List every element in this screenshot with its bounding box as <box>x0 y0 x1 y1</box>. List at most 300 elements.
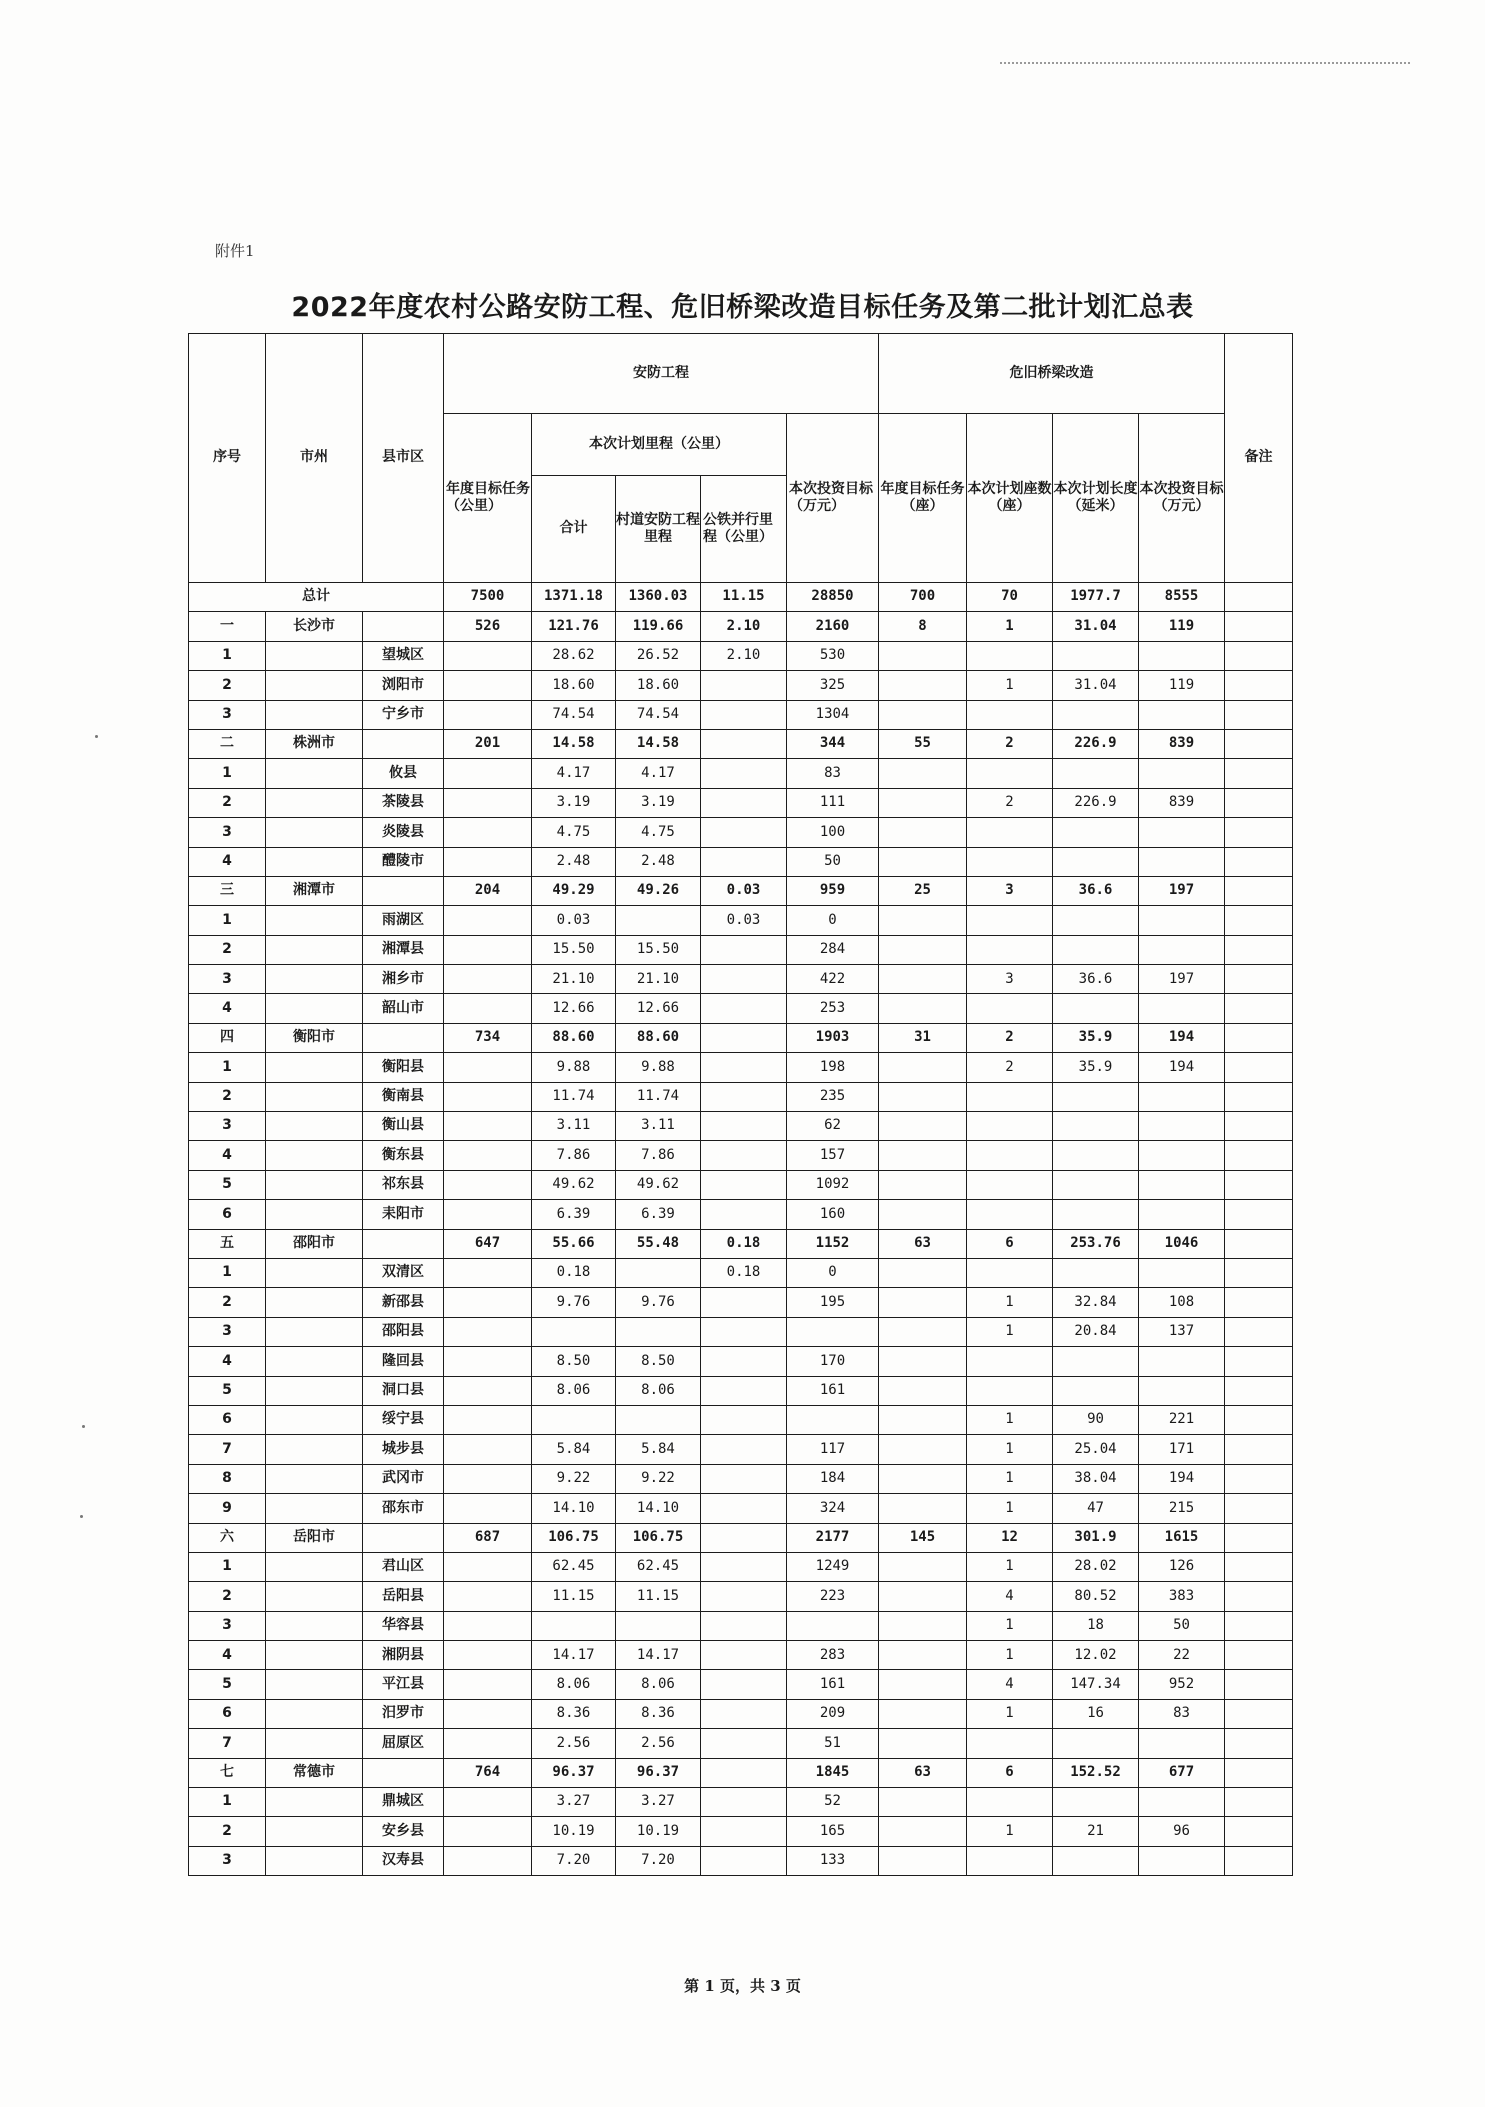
cell-safety-annual-target: 204 <box>444 876 532 905</box>
cell-bridge-investment: 839 <box>1139 729 1225 758</box>
cell-bridge-investment: 839 <box>1139 788 1225 817</box>
cell-seq: 3 <box>189 1317 266 1346</box>
cell-safety-investment: 198 <box>787 1053 879 1082</box>
cell-safety-total: 8.06 <box>532 1376 616 1405</box>
cell-county: 岳阳县 <box>363 1582 444 1611</box>
cell-safety-annual-target <box>444 906 532 935</box>
cell-safety-village: 26.52 <box>616 641 701 670</box>
cell-safety-investment: 111 <box>787 788 879 817</box>
cell-safety-total: 28.62 <box>532 641 616 670</box>
cell-safety-village: 106.75 <box>616 1523 701 1552</box>
cell-bridge-investment: 83 <box>1139 1699 1225 1728</box>
cell-safety-rail <box>701 759 787 788</box>
header-safety-group: 安防工程 <box>444 334 879 414</box>
cell-safety-rail <box>701 818 787 847</box>
cell-bridge-length: 35.9 <box>1053 1053 1139 1082</box>
cell-city <box>266 1141 363 1170</box>
cell-remarks <box>1225 1494 1293 1523</box>
cell-safety-rail <box>701 1200 787 1229</box>
cell-county: 衡阳县 <box>363 1053 444 1082</box>
cell-safety-annual-target <box>444 1670 532 1699</box>
cell-seq: 一 <box>189 612 266 641</box>
cell-safety-annual-target <box>444 1611 532 1640</box>
cell-bridge-investment <box>1139 994 1225 1023</box>
cell-safety-annual-target <box>444 1435 532 1464</box>
cell-bridge-length <box>1053 641 1139 670</box>
cell-safety-village: 88.60 <box>616 1023 701 1052</box>
cell-safety-rail <box>701 788 787 817</box>
cell-seq: 2 <box>189 671 266 700</box>
cell-remarks <box>1225 1729 1293 1758</box>
cell-safety-total: 9.76 <box>532 1288 616 1317</box>
cell-safety-investment: 325 <box>787 671 879 700</box>
cell-bridge-investment: 1046 <box>1139 1229 1225 1258</box>
cell-bridge-length: 16 <box>1053 1699 1139 1728</box>
cell-bridge-annual-target: 63 <box>879 1229 967 1258</box>
cell-county: 汉寿县 <box>363 1846 444 1875</box>
cell-bridge-annual-target <box>879 994 967 1023</box>
cell-bridge-length <box>1053 1141 1139 1170</box>
cell-bridge-annual-target <box>879 1582 967 1611</box>
cell-city <box>266 1641 363 1670</box>
header-bridge-length: 本次计划长度（延米） <box>1053 414 1139 583</box>
cell-bridge-annual-target <box>879 1317 967 1346</box>
cell-remarks <box>1225 729 1293 758</box>
cell-bridge-count: 12 <box>967 1523 1053 1552</box>
cell-remarks <box>1225 1405 1293 1434</box>
table-header <box>189 334 1293 583</box>
cell-city <box>266 1464 363 1493</box>
cell-safety-rail <box>701 1464 787 1493</box>
cell-bridge-annual-target <box>879 1435 967 1464</box>
cell-safety-investment: 100 <box>787 818 879 847</box>
cell-seq: 1 <box>189 906 266 935</box>
cell-safety-total <box>532 1611 616 1640</box>
cell-safety-investment: 117 <box>787 1435 879 1464</box>
cell-city <box>266 1347 363 1376</box>
cell-safety-rail <box>701 1758 787 1787</box>
cell-safety-village: 9.22 <box>616 1464 701 1493</box>
cell-safety-annual-target <box>444 759 532 788</box>
cell-remarks <box>1225 1200 1293 1229</box>
cell-bridge-count: 2 <box>967 788 1053 817</box>
cell-bridge-count <box>967 1788 1053 1817</box>
cell-bridge-investment <box>1139 1729 1225 1758</box>
cell-safety-rail <box>701 965 787 994</box>
cell-seq: 1 <box>189 1258 266 1287</box>
cell-safety-total: 15.50 <box>532 935 616 964</box>
cell-safety-village: 96.37 <box>616 1758 701 1787</box>
cell-county: 绥宁县 <box>363 1405 444 1434</box>
cell-city <box>266 935 363 964</box>
cell-safety-investment <box>787 1611 879 1640</box>
cell-bridge-annual-target <box>879 1788 967 1817</box>
cell-bridge-count <box>967 1729 1053 1758</box>
cell-county: 隆回县 <box>363 1347 444 1376</box>
cell-county: 屈原区 <box>363 1729 444 1758</box>
cell-city <box>266 1258 363 1287</box>
cell-bridge-length: 35.9 <box>1053 1023 1139 1052</box>
cell-bridge-investment: 8555 <box>1139 583 1225 612</box>
cell-bridge-count: 6 <box>967 1229 1053 1258</box>
cell-safety-investment: 51 <box>787 1729 879 1758</box>
cell-bridge-count <box>967 1170 1053 1199</box>
cell-safety-village: 3.27 <box>616 1788 701 1817</box>
cell-safety-investment <box>787 1317 879 1346</box>
cell-city: 邵阳市 <box>266 1229 363 1258</box>
cell-bridge-count: 1 <box>967 1405 1053 1434</box>
cell-seq: 5 <box>189 1170 266 1199</box>
cell-safety-annual-target <box>444 818 532 847</box>
cell-bridge-investment <box>1139 847 1225 876</box>
cell-bridge-annual-target <box>879 1552 967 1581</box>
cell-seq: 3 <box>189 700 266 729</box>
cell-safety-village: 8.06 <box>616 1670 701 1699</box>
cell-safety-investment: 2160 <box>787 612 879 641</box>
header-remarks: 备注 <box>1225 334 1293 583</box>
cell-bridge-length <box>1053 759 1139 788</box>
cell-safety-total: 21.10 <box>532 965 616 994</box>
page-footer: 第 1 页，共 3 页 <box>684 1977 801 1995</box>
cell-safety-village: 11.74 <box>616 1082 701 1111</box>
cell-safety-village: 2.56 <box>616 1729 701 1758</box>
cell-remarks <box>1225 1464 1293 1493</box>
cell-county <box>363 729 444 758</box>
cell-county: 邵阳县 <box>363 1317 444 1346</box>
cell-bridge-annual-target: 55 <box>879 729 967 758</box>
cell-safety-total: 74.54 <box>532 700 616 729</box>
cell-safety-rail <box>701 1788 787 1817</box>
total-label: 总计 <box>189 583 444 612</box>
cell-bridge-length <box>1053 906 1139 935</box>
cell-safety-village: 3.19 <box>616 788 701 817</box>
cell-bridge-length: 90 <box>1053 1405 1139 1434</box>
cell-bridge-length: 12.02 <box>1053 1641 1139 1670</box>
cell-bridge-investment: 126 <box>1139 1552 1225 1581</box>
cell-bridge-investment <box>1139 700 1225 729</box>
cell-county: 衡山县 <box>363 1112 444 1141</box>
county-row <box>189 1376 1293 1405</box>
cell-safety-rail <box>701 1112 787 1141</box>
cell-safety-investment: 2177 <box>787 1523 879 1552</box>
cell-safety-total: 8.06 <box>532 1670 616 1699</box>
cell-bridge-investment: 194 <box>1139 1464 1225 1493</box>
cell-bridge-length: 21 <box>1053 1817 1139 1846</box>
scan-artifact-dots <box>1000 62 1410 64</box>
cell-remarks <box>1225 612 1293 641</box>
cell-bridge-investment <box>1139 759 1225 788</box>
cell-bridge-count: 1 <box>967 1699 1053 1728</box>
header-safety-investment: 本次投资目标（万元） <box>787 414 879 583</box>
cell-remarks <box>1225 1170 1293 1199</box>
cell-safety-rail <box>701 1347 787 1376</box>
cell-bridge-investment: 197 <box>1139 876 1225 905</box>
cell-safety-rail <box>701 1699 787 1728</box>
cell-remarks <box>1225 1641 1293 1670</box>
county-row <box>189 1641 1293 1670</box>
cell-bridge-length <box>1053 847 1139 876</box>
cell-bridge-length: 1977.7 <box>1053 583 1139 612</box>
cell-safety-total: 14.17 <box>532 1641 616 1670</box>
cell-safety-rail <box>701 847 787 876</box>
cell-safety-total: 11.74 <box>532 1082 616 1111</box>
cell-safety-total: 9.88 <box>532 1053 616 1082</box>
cell-remarks <box>1225 1258 1293 1287</box>
cell-remarks <box>1225 1788 1293 1817</box>
cell-safety-village: 14.17 <box>616 1641 701 1670</box>
cell-safety-annual-target <box>444 1200 532 1229</box>
cell-city <box>266 1582 363 1611</box>
cell-county: 湘乡市 <box>363 965 444 994</box>
cell-bridge-length: 226.9 <box>1053 788 1139 817</box>
cell-bridge-investment <box>1139 1258 1225 1287</box>
cell-safety-investment: 157 <box>787 1141 879 1170</box>
cell-bridge-investment: 383 <box>1139 1582 1225 1611</box>
cell-city <box>266 1670 363 1699</box>
county-row <box>189 1405 1293 1434</box>
cell-safety-annual-target: 647 <box>444 1229 532 1258</box>
cell-safety-annual-target <box>444 1288 532 1317</box>
cell-county <box>363 1023 444 1052</box>
county-row <box>189 965 1293 994</box>
cell-bridge-length <box>1053 935 1139 964</box>
cell-safety-village: 11.15 <box>616 1582 701 1611</box>
cell-safety-annual-target <box>444 1846 532 1875</box>
cell-safety-annual-target <box>444 994 532 1023</box>
cell-safety-village: 5.84 <box>616 1435 701 1464</box>
cell-bridge-count <box>967 1112 1053 1141</box>
cell-safety-village: 14.58 <box>616 729 701 758</box>
county-row <box>189 1082 1293 1111</box>
cell-bridge-annual-target <box>879 1170 967 1199</box>
cell-bridge-count: 1 <box>967 1641 1053 1670</box>
cell-safety-rail <box>701 671 787 700</box>
cell-remarks <box>1225 583 1293 612</box>
cell-remarks <box>1225 1112 1293 1141</box>
county-row <box>189 1670 1293 1699</box>
cell-bridge-count <box>967 1082 1053 1111</box>
city-row <box>189 612 1293 641</box>
cell-seq: 7 <box>189 1435 266 1464</box>
cell-seq: 二 <box>189 729 266 758</box>
cell-bridge-count: 1 <box>967 1817 1053 1846</box>
cell-safety-village: 4.75 <box>616 818 701 847</box>
cell-safety-rail <box>701 700 787 729</box>
cell-safety-village: 119.66 <box>616 612 701 641</box>
cell-remarks <box>1225 759 1293 788</box>
cell-seq: 1 <box>189 1552 266 1581</box>
cell-bridge-count: 1 <box>967 1494 1053 1523</box>
cell-safety-total: 3.11 <box>532 1112 616 1141</box>
cell-city <box>266 1846 363 1875</box>
cell-bridge-annual-target <box>879 1200 967 1229</box>
county-row <box>189 906 1293 935</box>
header-safety-plan-mileage: 本次计划里程（公里） <box>532 414 787 476</box>
cell-safety-rail <box>701 935 787 964</box>
cell-safety-village: 4.17 <box>616 759 701 788</box>
cell-bridge-investment: 677 <box>1139 1758 1225 1787</box>
cell-bridge-length <box>1053 1082 1139 1111</box>
cell-bridge-length: 32.84 <box>1053 1288 1139 1317</box>
header-county: 县市区 <box>363 334 444 583</box>
cell-safety-investment: 1845 <box>787 1758 879 1787</box>
cell-safety-total: 2.56 <box>532 1729 616 1758</box>
cell-safety-investment: 1304 <box>787 700 879 729</box>
cell-bridge-annual-target: 63 <box>879 1758 967 1787</box>
cell-county: 韶山市 <box>363 994 444 1023</box>
cell-safety-annual-target <box>444 671 532 700</box>
county-row <box>189 1288 1293 1317</box>
cell-bridge-investment: 96 <box>1139 1817 1225 1846</box>
cell-remarks <box>1225 671 1293 700</box>
cell-safety-investment: 52 <box>787 1788 879 1817</box>
cell-remarks <box>1225 1229 1293 1258</box>
county-row <box>189 1788 1293 1817</box>
cell-bridge-investment: 194 <box>1139 1053 1225 1082</box>
cell-safety-annual-target <box>444 1699 532 1728</box>
cell-bridge-investment <box>1139 1112 1225 1141</box>
cell-safety-total: 55.66 <box>532 1229 616 1258</box>
cell-bridge-annual-target <box>879 847 967 876</box>
cell-city <box>266 700 363 729</box>
cell-safety-investment: 28850 <box>787 583 879 612</box>
cell-seq: 3 <box>189 1611 266 1640</box>
cell-safety-investment: 165 <box>787 1817 879 1846</box>
cell-safety-rail <box>701 1435 787 1464</box>
cell-city <box>266 1494 363 1523</box>
cell-remarks <box>1225 994 1293 1023</box>
cell-bridge-investment: 1615 <box>1139 1523 1225 1552</box>
county-row <box>189 1817 1293 1846</box>
cell-safety-investment: 209 <box>787 1699 879 1728</box>
cell-seq: 4 <box>189 1641 266 1670</box>
cell-bridge-annual-target: 700 <box>879 583 967 612</box>
county-row <box>189 1200 1293 1229</box>
cell-remarks <box>1225 1523 1293 1552</box>
cell-bridge-annual-target <box>879 1670 967 1699</box>
cell-bridge-investment: 108 <box>1139 1288 1225 1317</box>
cell-city <box>266 1376 363 1405</box>
cell-safety-investment: 161 <box>787 1670 879 1699</box>
cell-safety-rail <box>701 1053 787 1082</box>
header-bridge-group: 危旧桥梁改造 <box>879 334 1225 414</box>
cell-bridge-length <box>1053 1846 1139 1875</box>
cell-remarks <box>1225 818 1293 847</box>
cell-safety-total: 14.58 <box>532 729 616 758</box>
cell-seq: 5 <box>189 1376 266 1405</box>
header-safety-rail: 公铁并行里程（公里） <box>701 476 787 583</box>
cell-safety-village: 49.26 <box>616 876 701 905</box>
cell-county: 耒阳市 <box>363 1200 444 1229</box>
cell-county: 君山区 <box>363 1552 444 1581</box>
cell-seq: 六 <box>189 1523 266 1552</box>
cell-safety-total: 9.22 <box>532 1464 616 1493</box>
cell-bridge-annual-target <box>879 1053 967 1082</box>
county-row <box>189 935 1293 964</box>
cell-bridge-length: 152.52 <box>1053 1758 1139 1787</box>
cell-city: 常德市 <box>266 1758 363 1787</box>
cell-safety-investment: 324 <box>787 1494 879 1523</box>
cell-safety-annual-target <box>444 1494 532 1523</box>
cell-county: 华容县 <box>363 1611 444 1640</box>
cell-safety-rail: 2.10 <box>701 641 787 670</box>
cell-bridge-count <box>967 935 1053 964</box>
cell-city <box>266 1552 363 1581</box>
cell-safety-village <box>616 1405 701 1434</box>
cell-bridge-count: 2 <box>967 729 1053 758</box>
cell-bridge-annual-target: 145 <box>879 1523 967 1552</box>
county-row <box>189 1141 1293 1170</box>
cell-safety-rail: 0.03 <box>701 906 787 935</box>
cell-safety-annual-target: 687 <box>444 1523 532 1552</box>
cell-safety-total: 18.60 <box>532 671 616 700</box>
cell-bridge-investment: 50 <box>1139 1611 1225 1640</box>
cell-safety-rail: 2.10 <box>701 612 787 641</box>
cell-safety-total: 62.45 <box>532 1552 616 1581</box>
cell-remarks <box>1225 847 1293 876</box>
cell-safety-investment: 195 <box>787 1288 879 1317</box>
county-row <box>189 1258 1293 1287</box>
cell-bridge-length <box>1053 1258 1139 1287</box>
cell-bridge-annual-target <box>879 1494 967 1523</box>
cell-safety-rail <box>701 1670 787 1699</box>
cell-county: 安乡县 <box>363 1817 444 1846</box>
cell-bridge-length <box>1053 1112 1139 1141</box>
cell-safety-annual-target <box>444 1729 532 1758</box>
cell-city <box>266 818 363 847</box>
cell-bridge-investment: 221 <box>1139 1405 1225 1434</box>
cell-bridge-count <box>967 1376 1053 1405</box>
cell-safety-investment: 422 <box>787 965 879 994</box>
cell-safety-investment: 344 <box>787 729 879 758</box>
cell-safety-total: 8.50 <box>532 1347 616 1376</box>
cell-safety-village: 8.06 <box>616 1376 701 1405</box>
cell-bridge-annual-target <box>879 1699 967 1728</box>
cell-safety-total: 88.60 <box>532 1023 616 1052</box>
cell-safety-annual-target <box>444 1376 532 1405</box>
cell-seq: 4 <box>189 847 266 876</box>
county-row <box>189 671 1293 700</box>
cell-safety-rail <box>701 1846 787 1875</box>
cell-bridge-length: 31.04 <box>1053 612 1139 641</box>
cell-bridge-annual-target <box>879 1288 967 1317</box>
cell-remarks <box>1225 1552 1293 1581</box>
cell-county: 武冈市 <box>363 1464 444 1493</box>
header-safety-annual-target: 年度目标任务（公里） <box>444 414 532 583</box>
cell-bridge-count: 4 <box>967 1582 1053 1611</box>
city-row <box>189 729 1293 758</box>
cell-safety-rail <box>701 1170 787 1199</box>
cell-bridge-investment: 22 <box>1139 1641 1225 1670</box>
cell-county <box>363 1758 444 1787</box>
cell-city <box>266 1817 363 1846</box>
cell-remarks <box>1225 1141 1293 1170</box>
cell-safety-rail <box>701 729 787 758</box>
county-row <box>189 700 1293 729</box>
county-row <box>189 1112 1293 1141</box>
cell-bridge-count <box>967 1846 1053 1875</box>
table-body <box>189 583 1293 1876</box>
cell-seq: 3 <box>189 1846 266 1875</box>
cell-safety-total: 49.62 <box>532 1170 616 1199</box>
county-row <box>189 847 1293 876</box>
cell-city <box>266 1788 363 1817</box>
cell-safety-annual-target <box>444 1788 532 1817</box>
cell-bridge-length: 36.6 <box>1053 965 1139 994</box>
cell-safety-rail <box>701 1317 787 1346</box>
cell-bridge-length: 31.04 <box>1053 671 1139 700</box>
cell-city: 株洲市 <box>266 729 363 758</box>
